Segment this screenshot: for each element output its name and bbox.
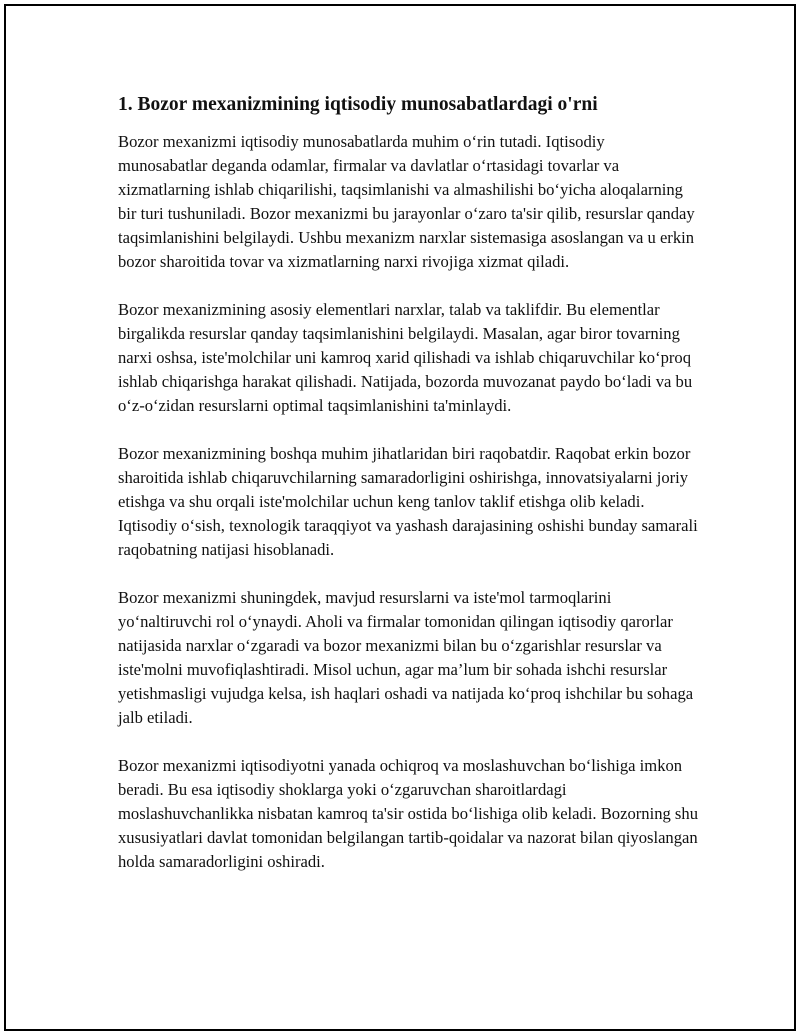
document-body — [118, 92, 698, 898]
paragraph-1: Bozor mexanizmi iqtisodiy munosabatlarda muhim o‘rin tutadi. Iqtisodiy munosabatlar deganda odamlar, firmalar va davlatlar o‘rtasidagi tovarlar va xizmatlarning ishlab chiqarilishi, taqsimlanishi va almashilishi bo‘yicha aloqalarning bir turi tushuniladi. Bozor mexanizmi bu jarayonlar o‘zaro ta'sir qilib, resurslar qanday taqsimlanishini belgilaydi. Ushbu mexanizm narxlar sistemasiga asoslangan va u erkin bozor sharoitida tovar va xizmatlarning narxi rivojiga xizmat qiladi. — [118, 132, 695, 271]
section-heading: 1. Bozor mexanizmining iqtisodiy munosabatlardagi o'rni — [118, 94, 598, 115]
paragraph-2: Bozor mexanizmining asosiy elementlari narxlar, talab va taklifdir. Bu elementlar birgalikda resurslar qanday taqsimlanishini belgilaydi. Masalan, agar biror tovarning narxi oshsa, iste'molchilar uni kamroq xarid qilishadi va ishlab chiqaruvchilar ko‘proq ishlab chiqarishga harakat qilishadi. Natijada, bozorda muvozanat paydo bo‘ladi va bu o‘z-o‘zidan resurslarni optimal taqsimlanishini ta'minlaydi. — [118, 300, 693, 415]
paragraph-5: Bozor mexanizmi iqtisodiyotni yanada ochiqroq va moslashuvchan bo‘lishiga imkon beradi. Bu esa iqtisodiy shoklarga yoki o‘zgaruvchan sharoitlardagi moslashuvchanlikka nisbatan kamroq ta'sir ostida bo‘lishiga olib keladi. Bozorning shu xususiyatlari davlat tomonidan belgilangan tartib-qoidalar va nazorat bilan qiyoslangan holda samaradorligini oshiradi. — [118, 756, 698, 871]
paragraph-4: Bozor mexanizmi shuningdek, mavjud resurslarni va iste'mol tarmoqlarini yo‘naltiruvchi rol o‘ynaydi. Aholi va firmalar tomonidan qilingan iqtisodiy qarorlar natijasida narxlar o‘zgaradi va bozor mexanizmi bilan bu o‘zgarishlar resurslar va iste'molni muvofiqlashtiradi. Misol uchun, agar ma’lum bir sohada ishchi resurslar yetishmasligi vujudga kelsa, ish haqlari oshadi va natijada ko‘proq ishchilar bu sohaga jalb etiladi. — [118, 588, 694, 727]
paragraph-3: Bozor mexanizmining boshqa muhim jihatlaridan biri raqobatdir. Raqobat erkin bozor sharoitida ishlab chiqaruvchilarning samaradorligini oshirishga, innovatsiyalarni joriy etishga va shu orqali iste'molchilar uchun keng tanlov taklif etishga olib keladi. Iqtisodiy o‘sish, texnologik taraqqiyot va yashash darajasining oshishi bunday samarali raqobatning natijasi hisoblanadi. — [118, 444, 698, 559]
